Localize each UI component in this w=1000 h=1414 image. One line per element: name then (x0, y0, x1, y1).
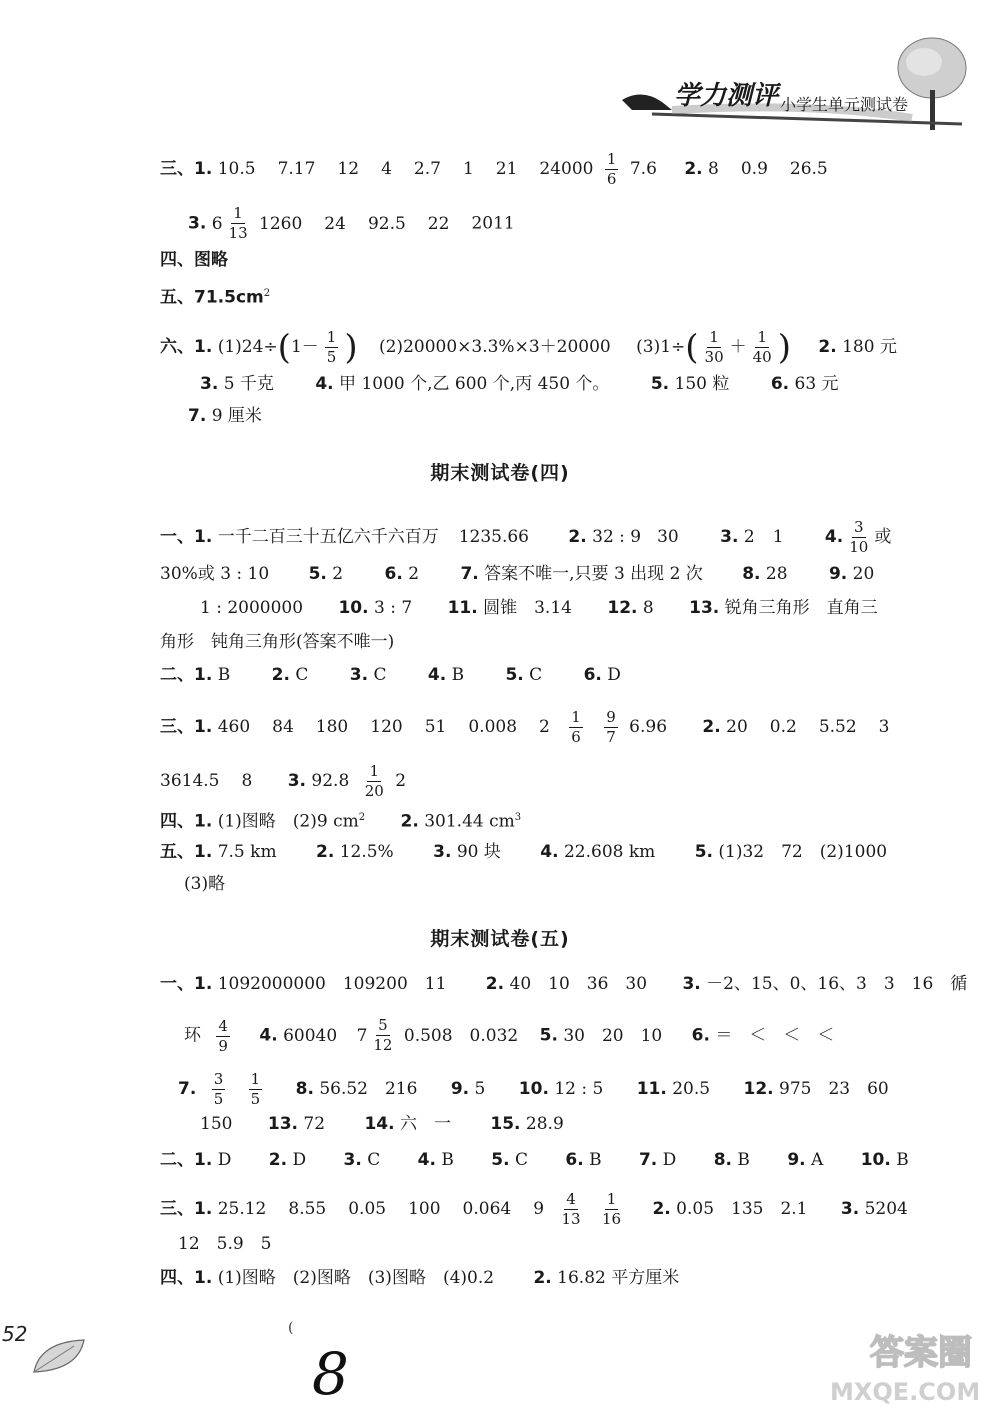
answer-line: 五、$71.5cm^2$ (160, 287, 271, 308)
answer-line: 三、1. 10.5 7.17 12 4 2.7 1 21 24000 $\frac{1}{6}$ 7.6 2. 8 0.9 26.5 (160, 150, 828, 188)
answer-line: 二、1. D 2. D 3. C 4. B 5. C 6. B 7. D 8. B 9. A 10. B (160, 1150, 909, 1170)
logo-text: 学力测评 (674, 81, 779, 111)
watermark-logo-text: 答案圈 (870, 1333, 972, 1373)
answer-line: 三、1. 460 84 180 120 51 0.008 2 $\frac{1}{6}$ $\frac{9}{7}$ 6.96 2. 20 0.2 5.52 3 (160, 708, 890, 746)
section-title: 期末测试卷(四) (430, 462, 570, 484)
answer-line: 一、1. 一千二百三十五亿六千六百万 1235.66 2. 32 : 9 30 3. 2 1 4. $\frac{3}{10}$ 或 (160, 518, 892, 556)
answer-line: 一、1. 1092000000 109200 11 2. 40 10 36 30 3. －2、15、0、16、3 3 16 循 (160, 974, 968, 994)
answer-line: 六、1. (1)24÷(1－ $\frac{1}{5}$ ) (2)20000×3.3%×3＋20000 (3)1÷( $\frac{1}{30}$ ＋ $\frac{1}{40}$ ) 2. 180 元 (160, 327, 897, 368)
answer-line: (3)略 (184, 874, 226, 894)
answer-line: 3. 5 千克 4. 甲 1000 个,乙 600 个,丙 450 个。 5. 150 粒 6. 63 元 (200, 374, 839, 394)
header-logo (612, 30, 972, 140)
answer-line: 30%或 3 : 10 5. 2 6. 2 7. 答案不唯一,只要 3 出现 2 次 8. 28 9. 20 (160, 564, 875, 584)
answer-line: 二、1. B 2. C 3. C 4. B 5. C 6. D (160, 665, 621, 685)
watermark (770, 1318, 1000, 1410)
fraction: $\frac{1}{6}$ (606, 150, 617, 188)
answer-line: 3. 6 $\frac{1}{13}$ 1260 24 92.5 22 2011 (188, 204, 515, 242)
answer-line: 12 5.9 5 (178, 1234, 272, 1254)
section-title: 期末测试卷(五) (430, 928, 570, 950)
answer-line: 三、1. 25.12 8.55 0.05 100 0.064 9 $\frac{4}{13}$ $\frac{1}{16}$ 2. 0.05 135 2.1 3. 5204 (160, 1190, 908, 1228)
watermark-domain: MXQE.COM (830, 1378, 981, 1406)
answer-line: 7. $\frac{3}{5}$ $\frac{1}{5}$ 8. 56.52 216 9. 5 10. 12 : 5 11. 20.5 12. 975 23 60 (178, 1070, 889, 1108)
handwritten-number: 8 (312, 1340, 349, 1408)
answer-line: 3614.5 8 3. 92.8 $\frac{1}{20}$ 2 (160, 762, 407, 800)
leaf-icon (30, 1336, 90, 1380)
answer-line: 四、1. (1)图略 (2)图略 (3)图略 (4)0.2 2. 16.82 平方厘米 (160, 1268, 680, 1288)
answer-line: 环 $\frac{4}{9}$ 4. 60040 7 $\frac{5}{12}$ 0.508 0.032 5. 30 20 10 6. ＝ ＜ ＜ ＜ (184, 1016, 835, 1055)
header-subtitle: 小学生单元测试卷 (780, 95, 909, 114)
answer-line: 五、1. 7.5 km 2. 12.5% 3. 90 块 4. 22.608 km 5. (1)32 72 (2)1000 (160, 842, 888, 862)
answer-line: 7. 9 厘米 (188, 406, 262, 426)
stray-mark: ( (288, 1320, 294, 1336)
answer-line: 角形 钝角三角形(答案不唯一) (160, 632, 395, 652)
answer-line: 1 : 2000000 10. 3 : 7 11. 圆锥 3.14 12. 8 13. 锐角三角形 直角三 (200, 598, 878, 618)
page-number: 52 (2, 1322, 28, 1346)
answer-line: 150 13. 72 14. 六 一 15. 28.9 (200, 1114, 564, 1134)
answer-line: 四、1. (1)图略 (2)9 $cm^2$ 2. 301.44 $cm^3$ (160, 811, 522, 832)
answer-line: 四、图略 (160, 250, 228, 270)
